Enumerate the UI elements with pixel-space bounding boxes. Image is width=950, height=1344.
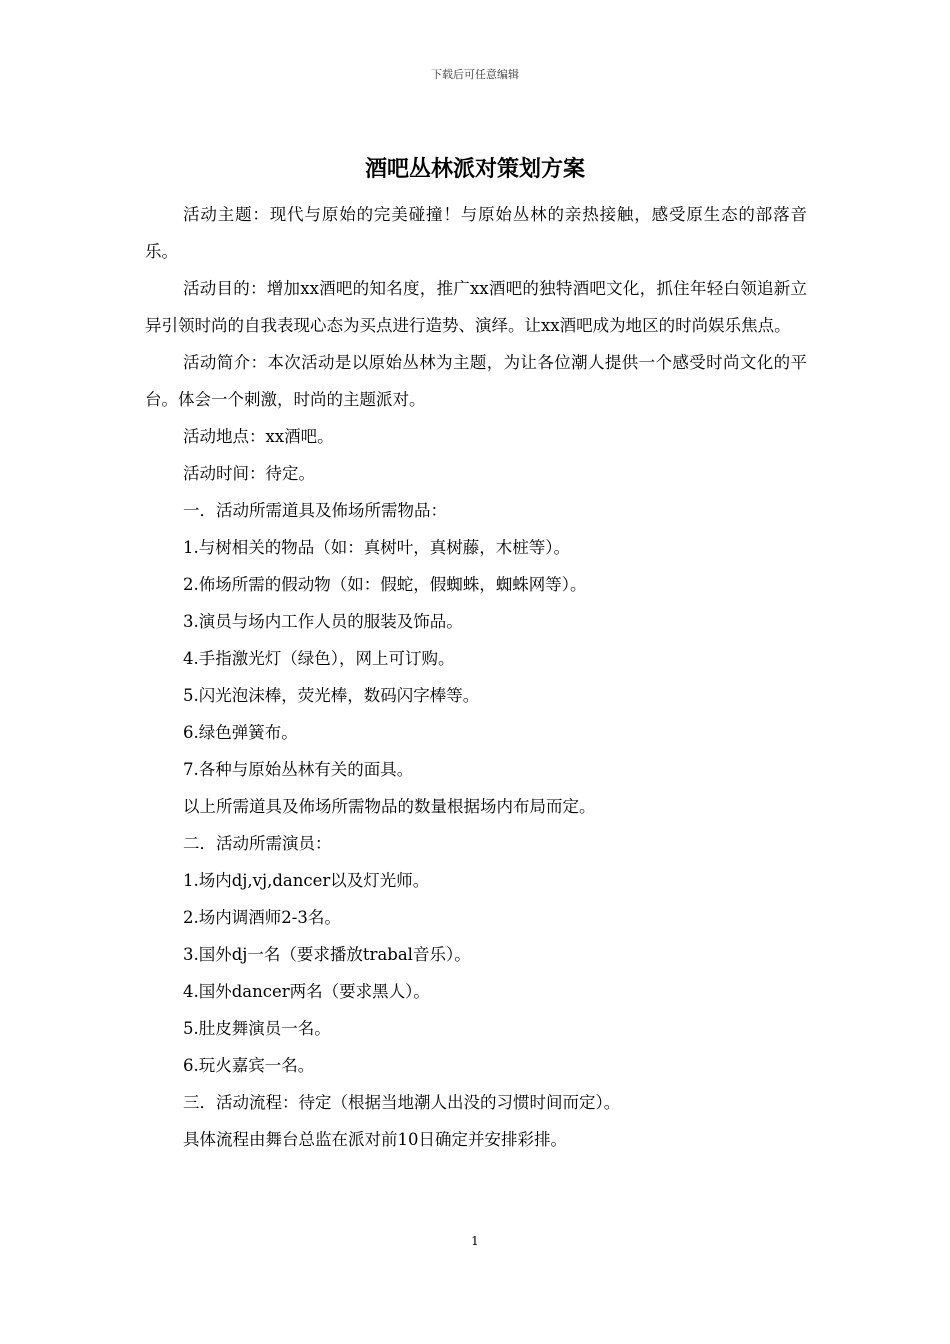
list-item: 7.各种与原始丛林有关的面具。 xyxy=(183,760,414,779)
list-item: 3.演员与场内工作人员的服装及饰品。 xyxy=(183,612,463,631)
paragraph-props-note: 以上所需道具及佈场所需物品的数量根据场内布局而定。 xyxy=(183,797,596,816)
paragraph-purpose: 活动目的：增加xx酒吧的知名度，推广xx酒吧的独特酒吧文化，抓住年轻白领追新立异引领时尚的自我表现心态为买点进行造势、演绎。让xx酒吧成为地区的时尚娱乐焦点。 xyxy=(145,279,807,335)
list-item: 3.国外dj一名（要求播放trabal音乐）。 xyxy=(183,945,471,964)
list-item: 1.场内dj,vj,dancer以及灯光师。 xyxy=(183,871,430,890)
paragraph-process-note: 具体流程由舞台总监在派对前10日确定并安排彩排。 xyxy=(183,1130,567,1149)
list-item: 5.肚皮舞演员一名。 xyxy=(183,1019,331,1038)
list-item: 1.与树相关的物品（如：真树叶，真树藤，木桩等）。 xyxy=(183,538,570,557)
page-number: 1 xyxy=(471,1234,479,1248)
list-item: 6.绿色弹簧布。 xyxy=(183,723,298,742)
paragraph-location: 活动地点：xx酒吧。 xyxy=(183,427,334,446)
header-note: 下载后可任意编辑 xyxy=(431,68,519,81)
list-item: 5.闪光泡沫棒，荧光棒，数码闪字棒等。 xyxy=(183,686,480,705)
paragraph-time: 活动时间：待定。 xyxy=(183,464,315,483)
document-body xyxy=(145,196,807,1158)
section-heading-props: 一．活动所需道具及佈场所需物品： xyxy=(183,501,447,520)
list-item: 6.玩火嘉宾一名。 xyxy=(183,1056,315,1075)
list-item: 2.佈场所需的假动物（如：假蛇，假蜘蛛，蜘蛛网等）。 xyxy=(183,575,587,594)
list-item: 2.场内调酒师2-3名。 xyxy=(183,908,341,927)
paragraph-intro: 活动简介：本次活动是以原始丛林为主题，为让各位潮人提供一个感受时尚文化的平台。体会一个刺激，时尚的主题派对。 xyxy=(145,353,807,409)
section-heading-process: 三．活动流程：待定（根据当地潮人出没的习惯时间而定）。 xyxy=(183,1093,621,1112)
section-heading-performers: 二．活动所需演员： xyxy=(183,834,332,853)
list-item: 4.国外dancer两名（要求黑人）。 xyxy=(183,982,430,1001)
list-item: 4.手指激光灯（绿色），网上可订购。 xyxy=(183,649,455,668)
paragraph-theme: 活动主题：现代与原始的完美碰撞！与原始丛林的亲热接触，感受原生态的部落音乐。 xyxy=(145,205,807,261)
document-title: 酒吧丛林派对策划方案 xyxy=(364,156,585,182)
